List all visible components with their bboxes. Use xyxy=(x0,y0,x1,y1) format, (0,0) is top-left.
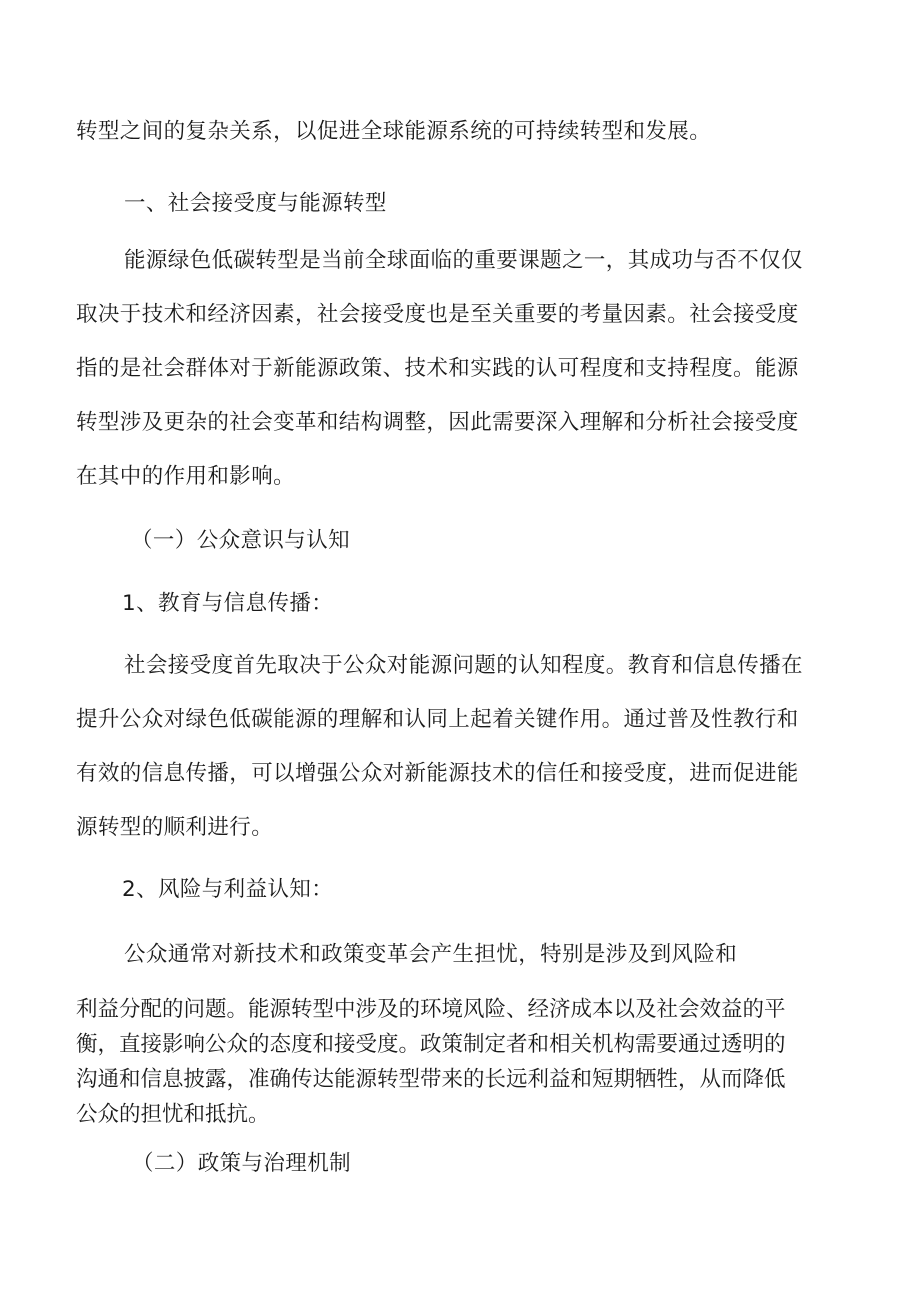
paragraph-line: 转型之间的复杂关系，以促进全球能源系统的可持续转型和发展。 xyxy=(76,119,712,144)
subsection-heading: （二）政策与治理机制 xyxy=(132,1151,352,1176)
subsection-heading: （一）公众意识与认知 xyxy=(131,528,351,553)
item-heading: 1、教育与信息传播： xyxy=(122,591,334,616)
paragraph-line: 利益分配的问题。能源转型中涉及的环境风险、经济成本以及社会效益的平 xyxy=(76,997,786,1022)
paragraph-line: 在其中的作用和影响。 xyxy=(76,464,296,489)
paragraph-line: 有效的信息传播，可以增强公众对新能源技术的信任和接受度，进而促进能 xyxy=(76,761,799,786)
paragraph-line: 能源绿色低碳转型是当前全球面临的重要课题之一，其成功与否不仅仅 xyxy=(124,248,803,273)
paragraph-line: 衡，直接影响公众的态度和接受度。政策制定者和相关机构需要通过透明的 xyxy=(76,1032,786,1057)
paragraph-line: 源转型的顺利进行。 xyxy=(76,815,274,840)
paragraph-line: 提升公众对绿色低碳能源的理解和认同上起着关键作用。通过普及性教行和 xyxy=(76,707,799,732)
paragraph-line: 沟通和信息披露，准确传达能源转型带来的长远利益和短期牺牲，从而降低 xyxy=(76,1067,786,1092)
item-heading: 2、风险与利益认知： xyxy=(122,877,334,902)
paragraph-line: 公众通常对新技术和政策变革会产生担忧，特别是涉及到风险和 xyxy=(124,942,738,967)
paragraph-line: 公众的担忧和抵抗。 xyxy=(76,1102,270,1127)
paragraph-line: 转型涉及更杂的社会变革和结构调整，因此需要深入理解和分析社会接受度 xyxy=(76,410,799,435)
paragraph-line: 指的是社会群体对于新能源政策、技术和实践的认可程度和支持程度。能源 xyxy=(76,356,799,381)
paragraph-line: 取决于技术和经济因素，社会接受度也是至关重要的考量因素。社会接受度 xyxy=(76,302,799,327)
section-heading: 一、社会接受度与能源转型 xyxy=(124,191,387,216)
paragraph-line: 社会接受度首先取决于公众对能源问题的认知程度。教育和信息传播在 xyxy=(124,653,803,678)
